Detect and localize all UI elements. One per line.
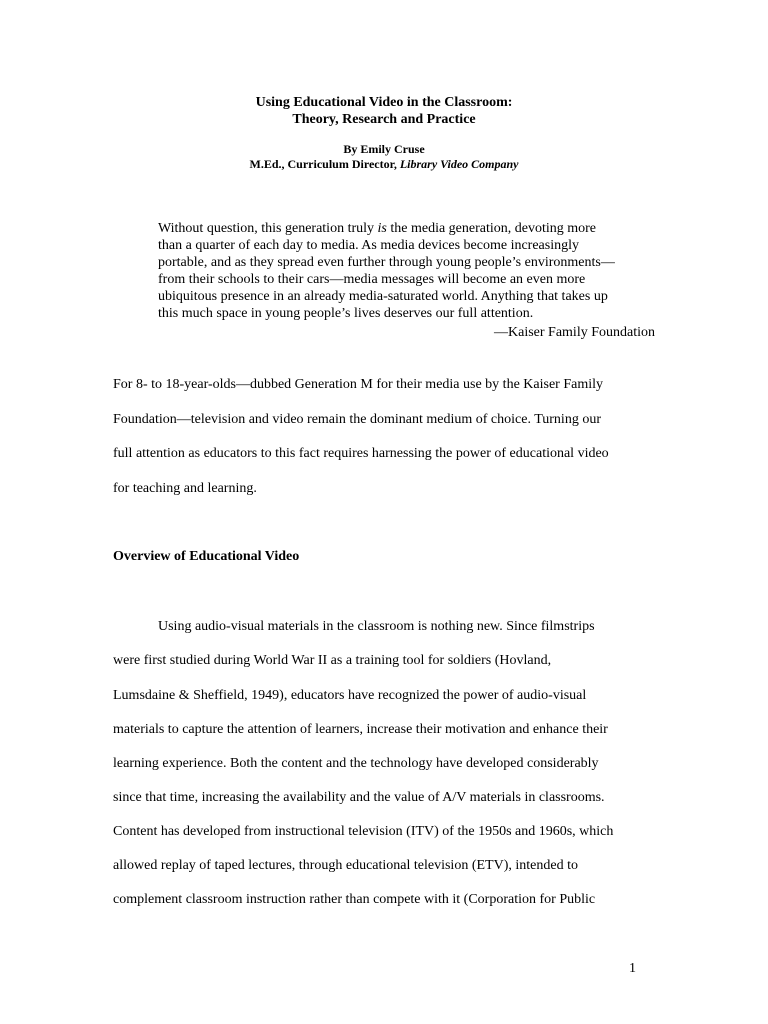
page-number: 1 — [629, 961, 636, 976]
body-line: allowed replay of taped lectures, through educational television (ETV), intended to — [113, 858, 578, 873]
epigraph-text-after: the media generation, devoting more — [386, 221, 597, 236]
epigraph-text-before: Without question, this generation truly — [158, 221, 378, 236]
intro-line: For 8- to 18-year-olds—dubbed Generation M for their media use by the Kaiser Family — [113, 377, 603, 392]
epigraph-attribution: —Kaiser Family Foundation — [494, 325, 655, 340]
epigraph-line: this much space in young people’s lives deserves our full attention. — [158, 306, 534, 321]
epigraph-line: portable, and as they spread even further through young people’s environments— — [158, 255, 615, 270]
body-line: were first studied during World War II as a training tool for soldiers (Hovland, — [113, 653, 552, 668]
intro-line: full attention as educators to this fact requires harnessing the power of educational video — [113, 446, 609, 461]
body-line: Using audio-visual materials in the classroom is nothing new. Since filmstrips — [158, 619, 595, 634]
document-title-line-1: Using Educational Video in the Classroom: — [255, 95, 513, 110]
credentials-text: M.Ed., Curriculum Director, — [249, 157, 397, 171]
author-credentials — [0, 156, 768, 172]
body-line: materials to capture the attention of learners, increase their motivation and enhance their — [113, 722, 608, 737]
epigraph-quote — [158, 220, 658, 322]
epigraph-line: ubiquitous presence in an already media-saturated world. Anything that takes up — [158, 289, 608, 304]
body-line: learning experience. Both the content and the technology have developed considerably — [113, 756, 599, 771]
author-byline: By Emily Cruse — [343, 142, 425, 156]
body-line: Content has developed from instructional television (ITV) of the 1950s and 1960s, which — [113, 824, 614, 839]
document-title-line-2: Theory, Research and Practice — [292, 112, 476, 127]
epigraph-emphasis: is — [377, 221, 387, 236]
intro-line: Foundation—television and video remain the dominant medium of choice. Turning our — [113, 412, 601, 427]
section-heading: Overview of Educational Video — [113, 549, 300, 564]
body-line: complement classroom instruction rather than compete with it (Corporation for Public — [113, 892, 596, 907]
body-line: since that time, increasing the availability and the value of A/V materials in classrooms. — [113, 790, 605, 805]
epigraph-line — [158, 220, 658, 237]
intro-line: for teaching and learning. — [113, 481, 257, 496]
epigraph-line: from their schools to their cars—media messages will become an even more — [158, 272, 586, 287]
company-name: Library Video Company — [399, 157, 519, 171]
body-line: Lumsdaine & Sheffield, 1949), educators have recognized the power of audio-visual — [113, 688, 587, 703]
epigraph-line: than a quarter of each day to media. As media devices become increasingly — [158, 238, 579, 253]
